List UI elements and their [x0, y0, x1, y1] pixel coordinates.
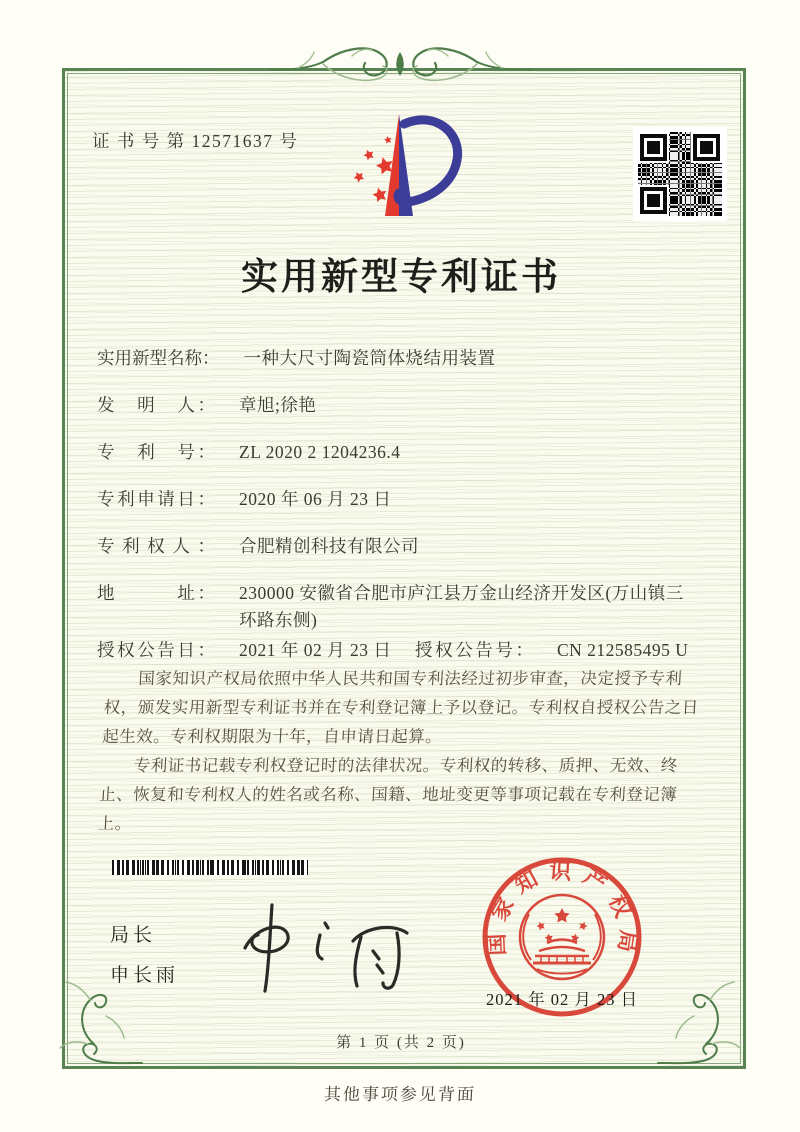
field-row-name [97, 345, 707, 372]
qr-finder-bottom-left [640, 187, 667, 214]
legal-paragraph-2: 专利证书记载专利权登记时的法律状况。专利权的转移、质押、无效、终止、恢复和专利权人的姓名或名称、国籍、地址变更等事项记载在专利登记簿上。 [97, 756, 679, 833]
field-list [97, 345, 707, 684]
field-value: 章旭;徐艳 [239, 395, 317, 415]
field-value: ZL 2020 2 1204236.4 [239, 442, 401, 462]
field-row-patent-number [97, 439, 707, 466]
field-value: 合肥精创科技有限公司 [239, 536, 419, 556]
field-label: 专 利 号： [97, 442, 215, 462]
field-label: 地 址： [97, 583, 215, 603]
director-signature-icon [225, 893, 420, 998]
field-value: 2020 年 06 月 23 日 [239, 489, 392, 509]
field-row-inventor [97, 392, 707, 419]
back-note: 其他事项参见背面 [323, 1085, 477, 1104]
field-row-filing-date [97, 486, 707, 513]
seal-ring-text: 国家知识产权局 [483, 858, 642, 964]
field-value: 一种大尺寸陶瓷筒体烧结用装置 [243, 348, 496, 368]
field-value: 230000 安徽省合肥市庐江县万金山经济开发区(万山镇三环路东侧) [239, 583, 684, 630]
certificate-title: 实用新型专利证书 [241, 257, 561, 298]
field-row-address [97, 580, 707, 634]
field-value: CN 212585495 U [557, 640, 689, 660]
field-label: 发 明 人： [97, 395, 215, 415]
field-label: 授权公告号： [415, 640, 533, 660]
legal-text [97, 664, 716, 838]
field-row-grant [97, 637, 707, 664]
seal-date: 2021 年 02 月 23 日 [485, 990, 639, 1009]
legal-paragraph-1: 国家知识产权局依照中华人民共和国专利法经过初步审查，决定授予专利权，颁发实用新型专利证书并在专利登记簿上予以登记。专利权自授权公告之日起生效。专利权期限为十年，自申请日起算。 [101, 669, 700, 746]
field-label: 授权公告日： [97, 640, 215, 660]
cnipa-logo-icon [336, 110, 468, 224]
field-label: 专利申请日： [97, 489, 215, 509]
certificate-number: 证 书 号 第 12571637 号 [92, 131, 299, 151]
page-number: 第 1 页 (共 2 页) [336, 1035, 466, 1051]
field-label: 实用新型名称： [97, 348, 220, 368]
field-label: 专利权人： [97, 536, 215, 556]
field-row-patentee [97, 533, 707, 560]
field-value: 2021 年 02 月 23 日 [239, 640, 392, 660]
director-name: 申长雨 [110, 965, 180, 986]
qr-finder-top-left [640, 134, 667, 161]
qr-finder-top-right [693, 134, 720, 161]
director-title-label: 局长 [110, 925, 157, 946]
barcode-icon [112, 860, 308, 875]
qr-code-icon [633, 127, 727, 221]
